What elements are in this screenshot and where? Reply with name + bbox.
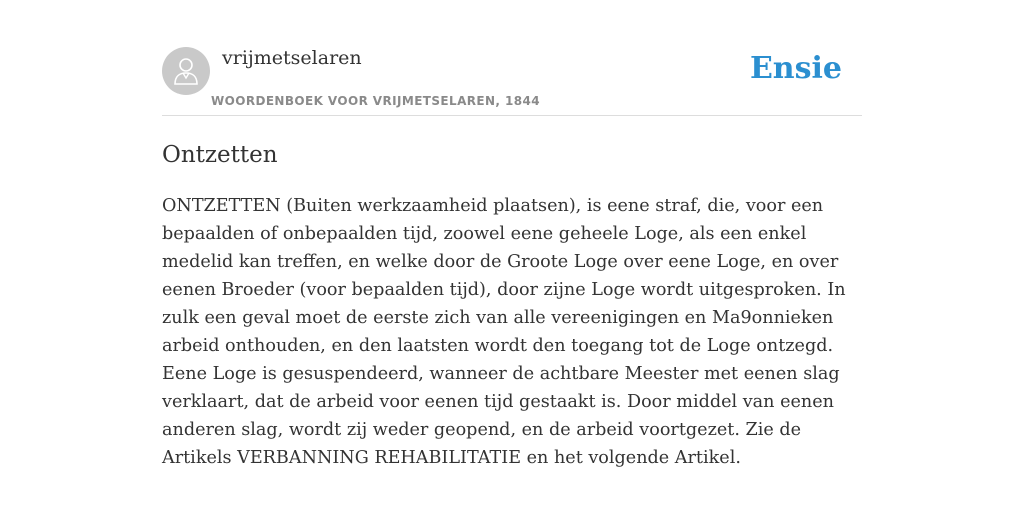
- brand-logo[interactable]: Ensie: [749, 51, 842, 86]
- avatar[interactable]: [162, 47, 210, 95]
- page-title: Ontzetten: [162, 142, 278, 168]
- entry-text: ONTZETTEN (Buiten werkzaamheid plaatsen), is eene straf, die, voor een bepaalden of onbepaalden tijd, zoowel eene geheele Loge, als een enkel medelid kan treffen, en welke door de Groote Loge over eene Loge, en over eenen Broeder (voor bepaalden tijd), door zijne Loge wordt uitgesproken. In zulk een geval moet de eerste zich van alle vereenigingen en Ma9onnieken arbeid onthouden, en den laatsten wordt den toegang tot de Loge ontzegd. Eene Loge is gesuspendeerd, wanneer de achtbare Meester met eenen slag verklaart, dat de arbeid voor eenen tijd gestaakt is. Door middel van eenen anderen slag, wordt zij weder geopend, en de arbeid voortgezet. Zie de Artikels VERBANNING REHABILITATIE en het volgende Artikel.: [162, 196, 846, 468]
- author-username[interactable]: vrijmetselaren: [222, 47, 362, 69]
- user-icon: [172, 56, 200, 86]
- entry-card: [162, 0, 862, 512]
- divider: [162, 115, 862, 116]
- source-label[interactable]: WOORDENBOEK VOOR VRIJMETSELAREN, 1844: [211, 94, 540, 108]
